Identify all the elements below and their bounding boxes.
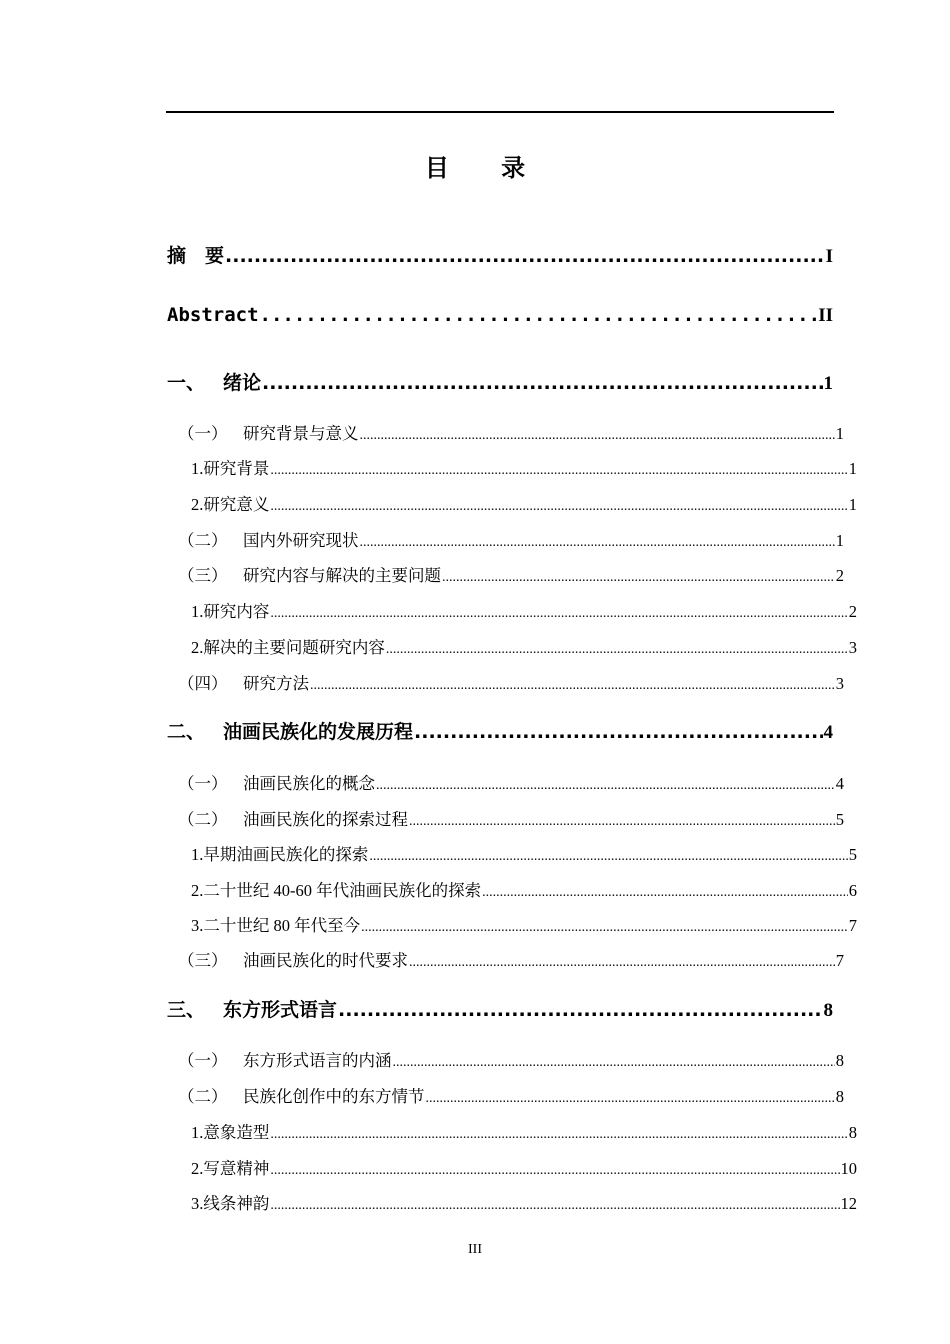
toc-entry-title: 二十世纪 80 年代至今 — [203, 916, 361, 935]
toc-entry-page: 4 — [823, 722, 833, 743]
toc-entry-number: （三） — [178, 566, 228, 585]
dot-leader — [361, 916, 848, 936]
dot-leader — [270, 1123, 847, 1143]
toc-entry[interactable] — [167, 598, 857, 622]
toc-entry-page: 3 — [848, 638, 857, 657]
toc-entry-page: 1 — [848, 459, 857, 478]
dot-leader — [376, 774, 835, 794]
toc-entry-page: 2 — [835, 566, 844, 585]
toc-entry-title: 二十世纪 40-60 年代油画民族化的探索 — [203, 881, 482, 900]
toc-entry[interactable] — [167, 1155, 857, 1179]
toc-entry-title: Abstract — [167, 304, 259, 326]
toc-entry-title: 研究内容 — [203, 602, 270, 621]
toc-entry[interactable] — [167, 770, 844, 794]
toc-entry-number: 1. — [191, 1123, 204, 1142]
toc-entry[interactable] — [167, 241, 833, 268]
toc-entry-number: 2. — [191, 1159, 204, 1178]
toc-entry-number: （三） — [178, 951, 228, 970]
toc-entry-title: 研究背景与意义 — [243, 424, 359, 443]
toc-entry-number: （一） — [178, 424, 228, 443]
toc-entry-number: 1. — [191, 845, 204, 864]
dot-leader — [409, 951, 835, 971]
toc-entry-page: 1 — [848, 495, 857, 514]
toc-entry-page: 8 — [848, 1123, 857, 1142]
toc-entry-number: （二） — [178, 1087, 228, 1106]
dot-leader — [270, 1159, 839, 1179]
toc-entry[interactable] — [167, 717, 833, 744]
toc-entry[interactable] — [167, 527, 844, 551]
toc-entry-number: 三、 — [167, 999, 206, 1021]
toc-entry-number: 3. — [191, 916, 204, 935]
toc-entry[interactable] — [167, 1047, 844, 1071]
toc-entry-page: 8 — [823, 1000, 833, 1021]
toc-entry-page: 3 — [835, 674, 844, 693]
toc-entry-page: 10 — [840, 1159, 857, 1178]
toc-entry-page: 8 — [835, 1087, 844, 1106]
toc-entry-title: 油画民族化的概念 — [243, 774, 375, 793]
dot-leader — [360, 531, 835, 551]
dot-leader — [260, 304, 818, 326]
toc-entry-title: 研究内容与解决的主要问题 — [243, 566, 441, 585]
toc-entry-page: II — [818, 305, 833, 326]
toc-entry-title: 意象造型 — [203, 1123, 270, 1142]
toc-entry-title: 研究意义 — [203, 495, 270, 514]
toc-entry-title: 油画民族化的时代要求 — [243, 951, 408, 970]
toc-entry-title: 绪论 — [223, 372, 262, 394]
toc-entry-page: 8 — [835, 1051, 844, 1070]
toc-entry-title: 东方形式语言的内涵 — [243, 1051, 392, 1070]
dot-leader — [426, 1087, 835, 1107]
toc-entry[interactable] — [167, 1119, 857, 1143]
dot-leader — [369, 845, 847, 865]
dot-leader — [409, 810, 835, 830]
toc-entry-title: 油画民族化的发展历程 — [223, 721, 414, 743]
toc-entry[interactable] — [167, 670, 844, 694]
toc-entry-number: 1. — [191, 602, 204, 621]
toc-entry-title: 线条神韵 — [203, 1194, 270, 1213]
toc-entry-page: 7 — [835, 951, 844, 970]
toc-entry[interactable] — [167, 947, 844, 971]
toc-entry-title: 写意精神 — [203, 1159, 270, 1178]
toc-entry[interactable] — [167, 841, 857, 865]
dot-leader — [225, 245, 825, 267]
header-rule — [166, 111, 834, 113]
toc-entry-number: 二、 — [167, 721, 206, 743]
page-number: III — [468, 1242, 482, 1257]
toc-entry[interactable] — [167, 877, 857, 901]
toc-entry-title: 摘 要 — [167, 245, 225, 267]
toc-entry-page: 5 — [835, 810, 844, 829]
toc-entry-number: （二） — [178, 531, 228, 550]
dot-leader — [310, 674, 835, 694]
toc-entry-title: 国内外研究现状 — [243, 531, 359, 550]
toc-entry-page: 2 — [848, 602, 857, 621]
toc-entry-number: 3. — [191, 1194, 204, 1213]
toc-entry-page: I — [825, 246, 833, 267]
toc-entry-title: 研究背景 — [203, 459, 270, 478]
toc-entry-page: 6 — [848, 881, 857, 900]
dot-leader — [270, 495, 847, 515]
toc-entry-page: 1 — [823, 373, 833, 394]
toc-entry[interactable] — [167, 912, 857, 936]
toc-entry-number: （一） — [178, 1051, 228, 1070]
toc-entry-page: 1 — [835, 424, 844, 443]
toc-entry-number: （四） — [178, 674, 228, 693]
dot-leader — [360, 424, 835, 444]
toc-title: 目 录 — [424, 154, 548, 182]
toc-entry-number: （二） — [178, 810, 228, 829]
toc-entry-number: （一） — [178, 774, 228, 793]
toc-entry-title: 早期油画民族化的探索 — [203, 845, 369, 864]
toc-entry[interactable] — [167, 806, 844, 830]
dot-leader — [414, 721, 822, 743]
dot-leader — [338, 999, 822, 1021]
toc-entry-page: 5 — [848, 845, 857, 864]
dot-leader — [442, 566, 835, 586]
toc-entry-page: 7 — [848, 916, 857, 935]
toc-entry-page: 12 — [840, 1194, 857, 1213]
toc-entry-title: 东方形式语言 — [223, 999, 338, 1021]
toc-entry-number: 1. — [191, 459, 204, 478]
dot-leader — [270, 602, 847, 622]
toc-entry-number: 一、 — [167, 372, 206, 394]
dot-leader — [393, 1051, 835, 1071]
toc-entry-number: 2. — [191, 638, 204, 657]
dot-leader — [482, 881, 848, 901]
toc-entry[interactable] — [167, 455, 857, 479]
toc-entry[interactable] — [167, 304, 833, 327]
toc-entry[interactable] — [167, 995, 833, 1022]
toc-entry-number: 2. — [191, 881, 204, 900]
toc-entry[interactable] — [167, 491, 857, 515]
toc-entry[interactable] — [167, 1190, 857, 1214]
toc-entry-title: 研究方法 — [243, 674, 309, 693]
dot-leader — [386, 638, 848, 658]
toc-entry-page: 4 — [835, 774, 844, 793]
toc-entry[interactable] — [167, 420, 844, 444]
toc-entry-title: 油画民族化的探索过程 — [243, 810, 408, 829]
dot-leader — [270, 459, 847, 479]
toc-entry-number: 2. — [191, 495, 204, 514]
toc-entry[interactable] — [167, 562, 844, 586]
toc-entry-title: 解决的主要问题研究内容 — [203, 638, 385, 657]
toc-entry[interactable] — [167, 1083, 844, 1107]
dot-leader — [262, 372, 822, 394]
toc-entry-title: 民族化创作中的东方情节 — [243, 1087, 425, 1106]
toc-entry[interactable] — [167, 634, 857, 658]
dot-leader — [270, 1194, 839, 1214]
toc-entry-page: 1 — [835, 531, 844, 550]
toc-entry[interactable] — [167, 368, 833, 395]
